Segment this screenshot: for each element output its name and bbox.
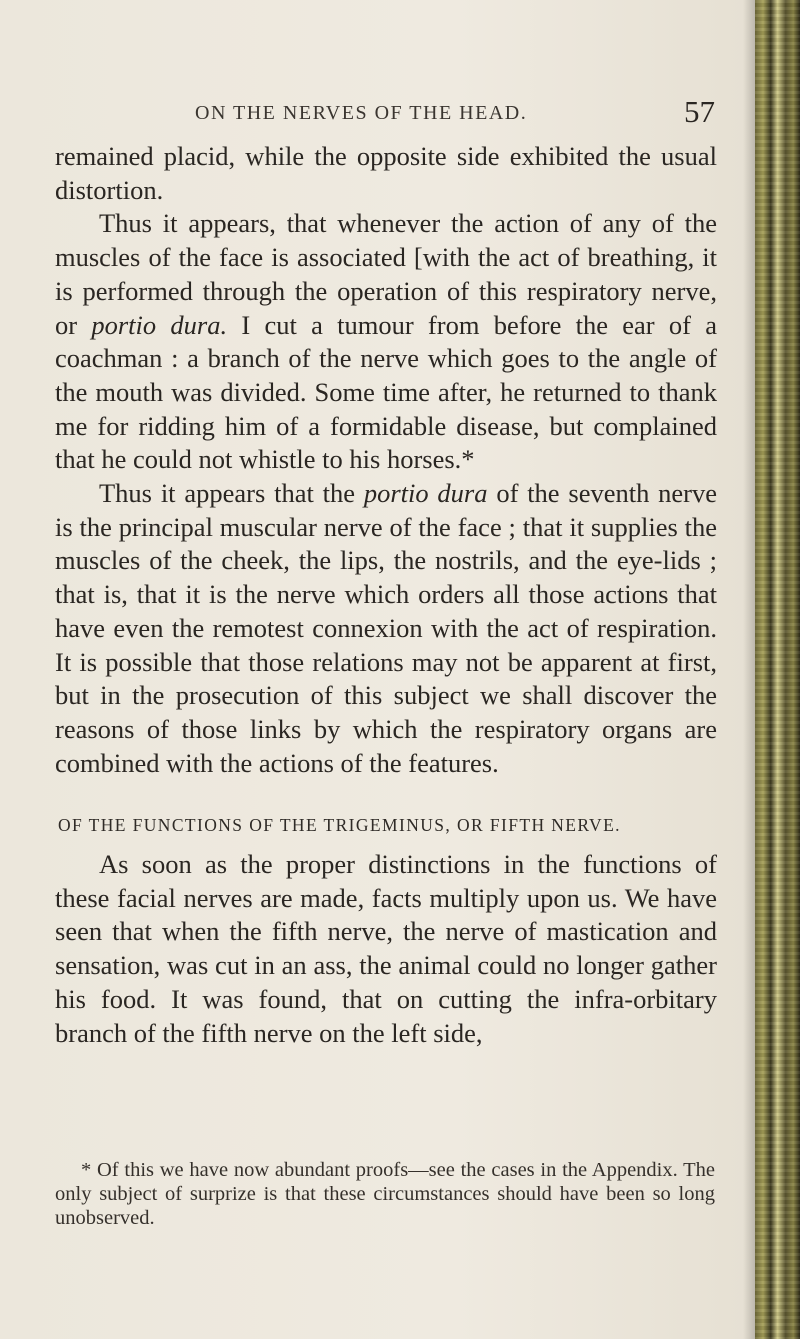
page-header <box>195 96 715 130</box>
page-number: 57 <box>684 94 715 129</box>
body-text <box>55 140 717 780</box>
paragraph-trigeminus: As soon as the proper distinctions in the functions of these facial nerves are made, facts multiply upon us. We have seen that when the fifth nerve, the nerve of mastication and sensation, was cut in an ass, the animal could no longer gather his food. It was found, that on cutting the infra-orbitary branch of the fifth nerve on the left side, <box>55 849 717 1048</box>
section-body <box>55 848 717 1050</box>
page-gutter-shadow <box>743 0 755 1339</box>
book-spine-edge <box>755 0 800 1339</box>
italic-term: portio dura. <box>91 309 228 340</box>
running-title: ON THE NERVES OF THE HEAD. <box>195 102 528 124</box>
paragraph-text: Thus it appears that the <box>99 478 364 509</box>
footnote <box>55 1158 715 1230</box>
footnote-text: * Of this we have now abundant proofs—see the cases in the Appendix. The only subject of surprize is that these circumstances should have been so long unobserved. <box>55 1159 715 1229</box>
paragraph-text: Thus it appears, that whenever the action of any of the muscles of the face is associated [with the act of breathing, it is performed through the operation of this respiratory nerve, or <box>55 208 717 340</box>
paragraph-portio-dura <box>55 207 717 477</box>
paragraph-continuation: remained placid, while the opposite side exhibited the usual distortion. <box>55 141 717 205</box>
paragraph-seventh-nerve <box>55 477 717 780</box>
italic-term: portio dura <box>363 478 488 509</box>
section-heading: OF THE FUNCTIONS OF THE TRIGEMINUS, OR FIFTH NERVE. <box>58 815 621 835</box>
paragraph-text: of the seventh nerve is the principal muscular nerve of the face ; that it supplies the muscles of the cheek, the lips, the nostrils, and the eye-lids ; that is, that it is the nerve which orders all those actions that have even the remotest connexion with the act of respiration. It is possible that those relations may not be apparent at first, but in the prosecution of this subject we shall discover the reasons of those links by which the respiratory organs are combined with the actions of the features. <box>55 478 717 778</box>
paragraph-text: I cut a tumour from before the ear of a coachman : a branch of the nerve which goes to the angle of the mouth was divided. Some time after, he returned to thank me for ridding him of a formidable disease, but complained that he could not whistle to his horses.* <box>55 309 717 475</box>
